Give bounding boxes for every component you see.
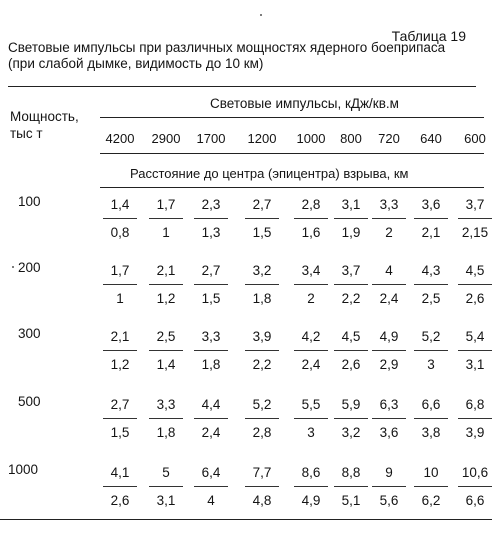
distance-numerator: 2,8 bbox=[294, 196, 328, 219]
distance-denominator: 1,2 bbox=[110, 357, 130, 372]
distance-numerator: 4,4 bbox=[194, 396, 228, 419]
distance-numerator: 6,8 bbox=[458, 396, 492, 419]
distance-cell bbox=[245, 396, 279, 442]
distance-denominator: 1,5 bbox=[110, 425, 130, 440]
distance-cell bbox=[245, 196, 279, 242]
distance-numerator: 2,7 bbox=[245, 196, 279, 219]
scan-speck bbox=[260, 14, 262, 16]
distance-cell bbox=[334, 196, 368, 242]
distance-denominator: 3 bbox=[427, 357, 435, 372]
distance-numerator: 2,1 bbox=[149, 262, 183, 285]
distance-denominator: 4,8 bbox=[252, 493, 272, 508]
distance-cell bbox=[103, 328, 137, 374]
distance-numerator: 5 bbox=[149, 464, 183, 487]
distance-denominator: 1,3 bbox=[201, 225, 221, 240]
bottom-rule bbox=[0, 519, 492, 520]
pulse-value-header: 4200 bbox=[105, 131, 135, 146]
power-value: 300 bbox=[18, 326, 41, 341]
distance-numerator: 10 bbox=[414, 464, 448, 487]
distance-cell bbox=[149, 328, 183, 374]
distance-denominator: 6,2 bbox=[421, 493, 441, 508]
distance-cell bbox=[103, 196, 137, 242]
pulse-value-header: 1200 bbox=[247, 131, 277, 146]
column-header-rule bbox=[100, 153, 484, 154]
distance-denominator: 1,8 bbox=[156, 425, 176, 440]
power-value: 200 bbox=[18, 260, 41, 275]
distance-numerator: 3,7 bbox=[334, 262, 368, 285]
pulse-value-header: 1000 bbox=[296, 131, 326, 146]
distance-cell bbox=[103, 464, 137, 510]
distance-cell bbox=[149, 196, 183, 242]
distance-denominator: 2,4 bbox=[201, 425, 221, 440]
distance-denominator: 2,4 bbox=[301, 357, 321, 372]
distance-cell bbox=[372, 396, 406, 442]
distance-numerator: 5,4 bbox=[458, 328, 492, 351]
distance-numerator: 6,3 bbox=[372, 396, 406, 419]
distance-numerator: 3,3 bbox=[149, 396, 183, 419]
power-header-line: тыс т bbox=[10, 126, 43, 141]
distance-denominator: 1,5 bbox=[252, 225, 272, 240]
power-value: 100 bbox=[18, 194, 41, 209]
distance-denominator: 1 bbox=[162, 225, 170, 240]
distance-numerator: 3,6 bbox=[414, 196, 448, 219]
pulse-value-header: 1700 bbox=[196, 131, 226, 146]
distance-denominator: 2,2 bbox=[341, 291, 361, 306]
distance-denominator: 4 bbox=[207, 493, 215, 508]
distance-denominator: 3 bbox=[307, 425, 315, 440]
distance-numerator: 2,1 bbox=[103, 328, 137, 351]
distance-numerator: 1,4 bbox=[103, 196, 137, 219]
distance-numerator: 5,9 bbox=[334, 396, 368, 419]
distance-denominator: 1,4 bbox=[156, 357, 176, 372]
distance-cell bbox=[458, 328, 492, 374]
pulse-value-header: 2900 bbox=[151, 131, 181, 146]
distance-denominator: 3,1 bbox=[156, 493, 176, 508]
distance-cell bbox=[194, 262, 228, 308]
pulse-header: Световые импульсы, кДж/кв.м bbox=[210, 96, 399, 111]
distance-cell bbox=[372, 464, 406, 510]
distance-cell bbox=[414, 396, 448, 442]
distance-cell bbox=[414, 328, 448, 374]
distance-numerator: 3,1 bbox=[334, 196, 368, 219]
distance-denominator: 4,9 bbox=[301, 493, 321, 508]
distance-cell bbox=[414, 262, 448, 308]
distance-cell bbox=[372, 328, 406, 374]
distance-denominator: 0,8 bbox=[110, 225, 130, 240]
distance-cell bbox=[194, 196, 228, 242]
table-label: Таблица 19 bbox=[391, 28, 466, 44]
distance-numerator: 1,7 bbox=[149, 196, 183, 219]
distance-cell bbox=[149, 396, 183, 442]
distance-numerator: 6,6 bbox=[414, 396, 448, 419]
distance-numerator: 4,3 bbox=[414, 262, 448, 285]
distance-denominator: 2,4 bbox=[379, 291, 399, 306]
distance-denominator: 2,8 bbox=[252, 425, 272, 440]
distance-cell bbox=[294, 262, 328, 308]
distance-denominator: 1,6 bbox=[301, 225, 321, 240]
distance-cell bbox=[458, 262, 492, 308]
distance-denominator: 2,9 bbox=[379, 357, 399, 372]
pulse-value-header: 640 bbox=[420, 131, 442, 146]
distance-cell bbox=[245, 464, 279, 510]
distance-numerator: 3,2 bbox=[245, 262, 279, 285]
distance-numerator: 7,7 bbox=[245, 464, 279, 487]
distance-denominator: 3,2 bbox=[341, 425, 361, 440]
distance-denominator: 3,6 bbox=[379, 425, 399, 440]
distance-cell bbox=[194, 464, 228, 510]
distance-numerator: 2,7 bbox=[194, 262, 228, 285]
distance-numerator: 10,6 bbox=[458, 464, 492, 487]
distance-cell bbox=[149, 262, 183, 308]
power-column-header bbox=[10, 108, 79, 142]
distance-cell bbox=[103, 396, 137, 442]
distance-cell bbox=[294, 328, 328, 374]
distance-cell bbox=[194, 396, 228, 442]
distance-numerator: 3,7 bbox=[458, 196, 492, 219]
distance-cell bbox=[414, 196, 448, 242]
distance-cell bbox=[149, 464, 183, 510]
distance-numerator: 3,9 bbox=[245, 328, 279, 351]
pulse-value-header: 600 bbox=[464, 131, 486, 146]
distance-denominator: 2,5 bbox=[421, 291, 441, 306]
distance-numerator: 5,2 bbox=[414, 328, 448, 351]
pulse-value-header: 720 bbox=[378, 131, 400, 146]
distance-numerator: 4,5 bbox=[334, 328, 368, 351]
distance-denominator: 2,1 bbox=[421, 225, 441, 240]
distance-header-rule bbox=[100, 187, 484, 188]
distance-cell bbox=[334, 464, 368, 510]
pulse-header-rule bbox=[100, 117, 484, 118]
distance-denominator: 3,8 bbox=[421, 425, 441, 440]
distance-cell bbox=[245, 262, 279, 308]
distance-numerator: 2,7 bbox=[103, 396, 137, 419]
distance-cell bbox=[372, 196, 406, 242]
distance-numerator: 4,2 bbox=[294, 328, 328, 351]
distance-denominator: 2 bbox=[307, 291, 315, 306]
distance-cell bbox=[458, 396, 492, 442]
top-rule bbox=[8, 86, 476, 87]
distance-cell bbox=[334, 396, 368, 442]
distance-denominator: 2,2 bbox=[252, 357, 272, 372]
distance-numerator: 3,3 bbox=[372, 196, 406, 219]
distance-numerator: 1,7 bbox=[103, 262, 137, 285]
scan-speck bbox=[12, 266, 14, 268]
distance-numerator: 2,3 bbox=[194, 196, 228, 219]
distance-denominator: 1,8 bbox=[201, 357, 221, 372]
distance-numerator: 4,5 bbox=[458, 262, 492, 285]
distance-cell bbox=[372, 262, 406, 308]
distance-denominator: 2,6 bbox=[110, 493, 130, 508]
power-value: 500 bbox=[18, 394, 41, 409]
distance-cell bbox=[458, 196, 492, 242]
distance-cell bbox=[414, 464, 448, 510]
caption-line: Световые импульсы при различных мощностях ядерного боеприпаса bbox=[8, 40, 446, 55]
distance-numerator: 4,9 bbox=[372, 328, 406, 351]
distance-cell bbox=[294, 396, 328, 442]
distance-cell bbox=[245, 328, 279, 374]
distance-denominator: 5,6 bbox=[379, 493, 399, 508]
distance-denominator: 2 bbox=[385, 225, 393, 240]
distance-denominator: 2,6 bbox=[465, 291, 485, 306]
distance-numerator: 8,8 bbox=[334, 464, 368, 487]
distance-denominator: 1,9 bbox=[341, 225, 361, 240]
distance-denominator: 3,1 bbox=[465, 357, 485, 372]
distance-cell bbox=[458, 464, 492, 510]
distance-cell bbox=[294, 464, 328, 510]
distance-header: Расстояние до центра (эпицентра) взрыва, км bbox=[130, 166, 409, 181]
distance-numerator: 4 bbox=[372, 262, 406, 285]
distance-denominator: 5,1 bbox=[341, 493, 361, 508]
distance-denominator: 1,8 bbox=[252, 291, 272, 306]
distance-denominator: 1,5 bbox=[201, 291, 221, 306]
distance-denominator: 1,2 bbox=[156, 291, 176, 306]
power-header-line: Мощность, bbox=[10, 109, 79, 124]
pulse-value-header: 800 bbox=[340, 131, 362, 146]
distance-denominator: 2,15 bbox=[461, 225, 489, 240]
power-value: 1000 bbox=[8, 462, 39, 477]
distance-cell bbox=[194, 328, 228, 374]
distance-numerator: 5,2 bbox=[245, 396, 279, 419]
distance-numerator: 2,5 bbox=[149, 328, 183, 351]
distance-denominator: 3,9 bbox=[465, 425, 485, 440]
distance-numerator: 4,1 bbox=[103, 464, 137, 487]
distance-denominator: 2,6 bbox=[341, 357, 361, 372]
distance-numerator: 9 bbox=[372, 464, 406, 487]
distance-numerator: 5,5 bbox=[294, 396, 328, 419]
distance-numerator: 3,4 bbox=[294, 262, 328, 285]
distance-denominator: 1 bbox=[116, 291, 124, 306]
distance-cell bbox=[334, 262, 368, 308]
distance-denominator: 6,6 bbox=[465, 493, 485, 508]
distance-numerator: 8,6 bbox=[294, 464, 328, 487]
distance-cell bbox=[334, 328, 368, 374]
distance-cell bbox=[294, 196, 328, 242]
caption-line: (при слабой дымке, видимость до 10 км) bbox=[8, 56, 264, 71]
distance-numerator: 3,3 bbox=[194, 328, 228, 351]
table-caption bbox=[8, 40, 478, 72]
distance-numerator: 6,4 bbox=[194, 464, 228, 487]
distance-cell bbox=[103, 262, 137, 308]
